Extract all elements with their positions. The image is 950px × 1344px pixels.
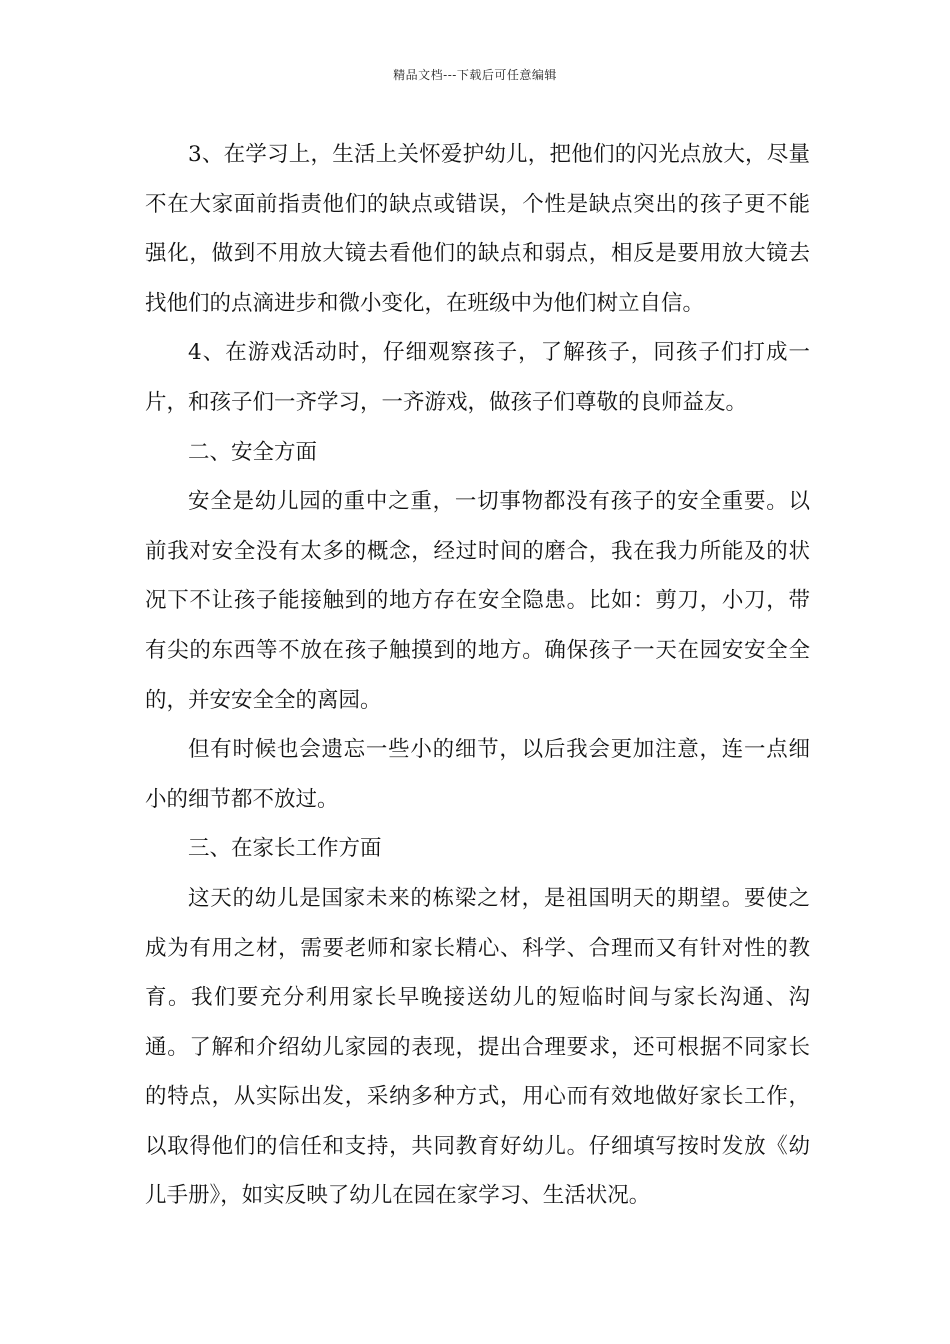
section-heading-parents: 三、在家长工作方面 — [188, 836, 382, 862]
paragraph-safety-main: 安全是幼儿园的重中之重，一切事物都没有孩子的安全重要。以前我对安全没有太多的概念，经过时间的磨合，我在我力所能及的状况下不让孩子能接触到的地方存在安全隐患。比如：剪刀，小刀，带有尖的东西等不放在孩子触摸到的地方。确保孩子一天在园安安全全的，并安安全全的离园。 — [145, 489, 810, 713]
document-body — [145, 130, 810, 1221]
paragraph-item-3: 3、在学习上，生活上关怀爱护幼儿，把他们的闪光点放大，尽量不在大家面前指责他们的缺点或错误，个性是缺点突出的孩子更不能强化，做到不用放大镜去看他们的缺点和弱点，相反是要用放大镜去找他们的点滴进步和微小变化，在班级中为他们树立自信。 — [145, 142, 810, 316]
paragraph-parents-main: 这天的幼儿是国家未来的栋梁之材，是祖国明天的期望。要使之成为有用之材，需要老师和家长精心、科学、合理而又有针对性的教育。我们要充分利用家长早晚接送幼儿的短临时间与家长沟通、沟通。了解和介绍幼儿家园的表现，提出合理要求，还可根据不同家长的特点，从实际出发，采纳多种方式，用心而有效地做好家长工作，以取得他们的信任和支持，共同教育好幼儿。仔细填写按时发放《幼儿手册》，如实反映了幼儿在园在家学习、生活状况。 — [145, 885, 810, 1209]
page-header: 精品文档---下载后可任意编辑 — [393, 68, 557, 82]
paragraph-item-4: 4、在游戏活动时，仔细观察孩子，了解孩子，同孩子们打成一片，和孩子们一齐学习，一齐游戏，做孩子们尊敬的良师益友。 — [145, 340, 810, 415]
section-heading-safety: 二、安全方面 — [188, 439, 318, 465]
paragraph-safety-details: 但有时候也会遗忘一些小的细节，以后我会更加注意，连一点细小的细节都不放过。 — [145, 737, 810, 812]
